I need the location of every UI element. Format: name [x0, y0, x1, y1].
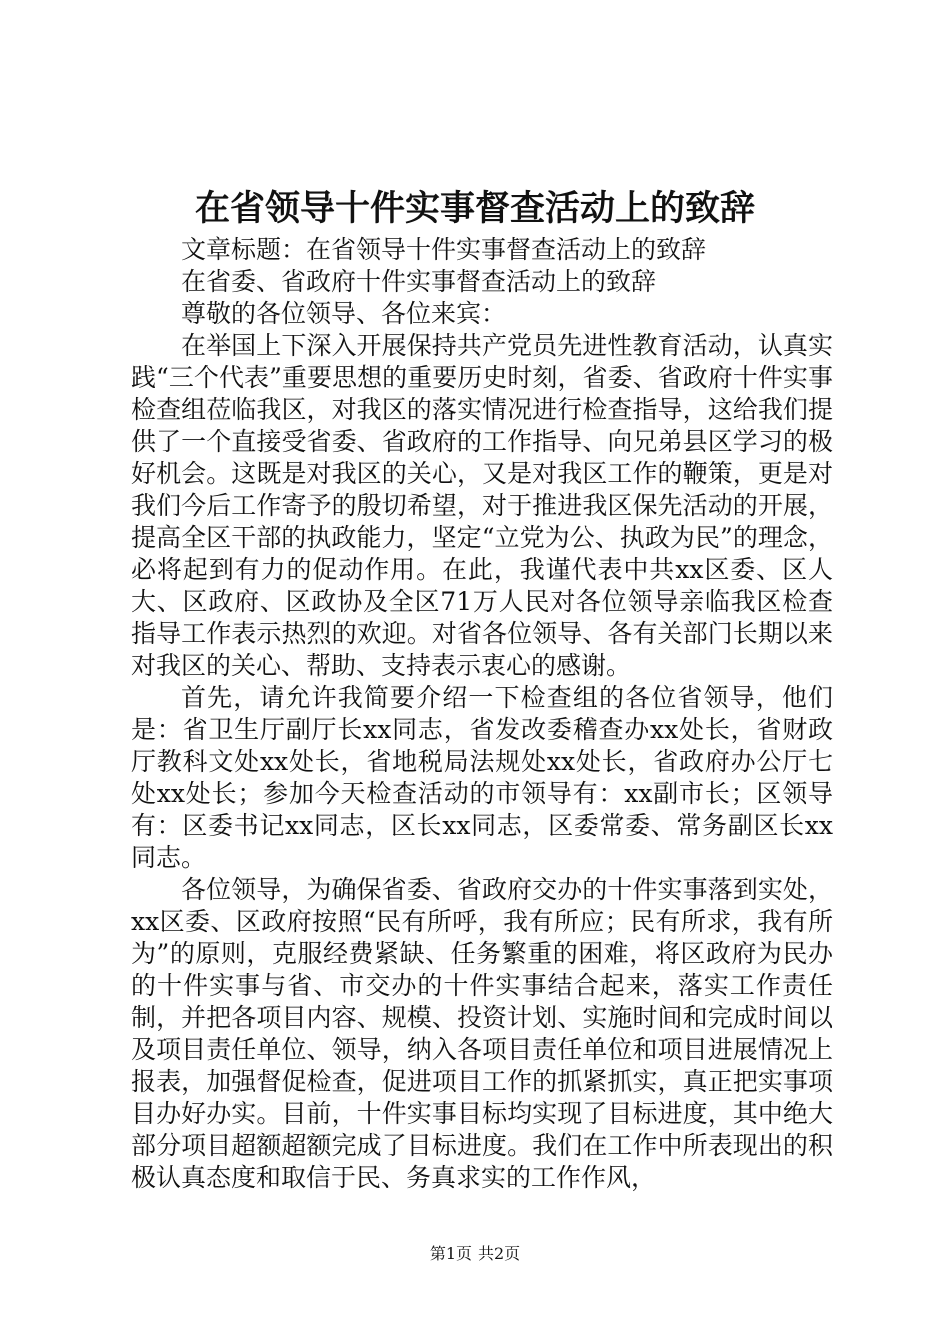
body-paragraph: 首先，请允许我简要介绍一下检查组的各位省领导，他们是：省卫生厅副厅长xx同志，省发改委稽查办xx处长，省财政厅教科文处xx处长，省地税局法规处xx处长，省政府办公厅七处xx处长；参加今天检查活动的市领导有：xx副市长；区领导有：区委书记xx同志，区长xx同志，区委常委、常务副区长xx同志。: [131, 683, 833, 872]
body-paragraph: 在举国上下深入开展保持共产党员先进性教育活动，认真实践“三个代表”重要思想的重要历史时刻，省委、省政府十件实事检查组莅临我区，对我区的落实情况进行检查指导，这给我们提供了一个直接受省委、省政府的工作指导、向兄弟县区学习的极好机会。这既是对我区的关心，又是对我区工作的鞭策，更是对我们今后工作寄予的殷切希望，对于推进我区保先活动的开展，提高全区干部的执政能力，坚定“立党为公、执政为民”的理念，必将起到有力的促动作用。在此，我谨代表中共xx区委、区人大、区政府、区政协及全区71万人民对各位领导亲临我区检查指导工作表示热烈的欢迎。对省各位领导、各有关部门长期以来对我区的关心、帮助、支持表示衷心的感谢。: [131, 331, 833, 680]
document-title: 在省领导十件实事督查活动上的致辞: [194, 188, 755, 229]
article-title-line: 文章标题：在省领导十件实事督查活动上的致辞: [181, 235, 707, 264]
page-footer: [0, 1243, 950, 1265]
document-body: [131, 234, 833, 1194]
page-number-total: 共2页: [478, 1244, 521, 1263]
subtitle-line: 在省委、省政府十件实事督查活动上的致辞: [181, 267, 657, 296]
body-paragraph: 各位领导，为确保省委、省政府交办的十件实事落到实处，xx区委、区政府按照“民有所呼，我有所应；民有所求，我有所为”的原则，克服经费紧缺、任务繁重的困难，将区政府为民办的十件实事与省、市交办的十件实事结合起来，落实工作责任制，并把各项目内容、规模、投资计划、实施时间和完成时间以及项目责任单位、领导，纳入各项目责任单位和项目进展情况上报表，加强督促检查，促进项目工作的抓紧抓实，真正把实事项目办好办实。目前，十件实事目标均实现了目标进度，其中绝大部分项目超额超额完成了目标进度。我们在工作中所表现出的积极认真态度和取信于民、务真求实的工作作风，: [131, 875, 833, 1192]
page-number-current: 第1页: [429, 1244, 472, 1263]
salutation: 尊敬的各位领导、各位来宾：: [181, 299, 507, 328]
